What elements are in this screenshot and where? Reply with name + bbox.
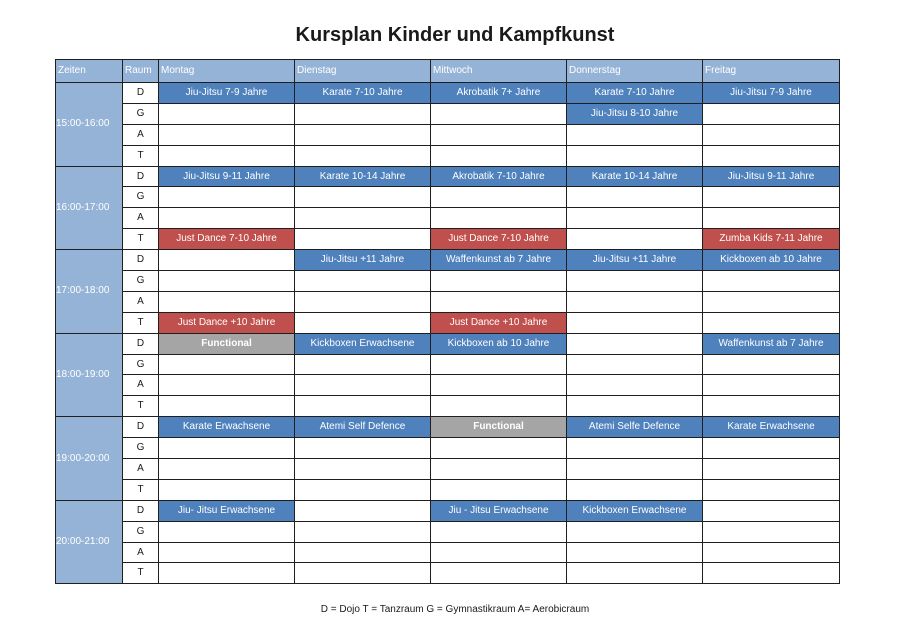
room-code: T — [123, 396, 159, 417]
course-cell: Functional — [159, 333, 295, 354]
empty-cell — [567, 145, 703, 166]
course-cell: Karate Erwachsene — [159, 417, 295, 438]
empty-cell — [431, 521, 567, 542]
empty-cell — [295, 438, 431, 459]
time-slot-label: 18:00-19:00 — [56, 333, 123, 417]
empty-cell — [567, 479, 703, 500]
room-code: G — [123, 271, 159, 292]
table-row — [56, 375, 840, 396]
course-cell: Just Dance +10 Jahre — [431, 312, 567, 333]
course-cell: Karate 10-14 Jahre — [295, 166, 431, 187]
table-row — [56, 291, 840, 312]
empty-cell — [159, 479, 295, 500]
empty-cell — [159, 271, 295, 292]
course-cell: Atemi Selfe Defence — [567, 417, 703, 438]
header-day-donnerstag: Donnerstag — [567, 60, 703, 83]
room-code: G — [123, 521, 159, 542]
empty-cell — [159, 375, 295, 396]
room-code: T — [123, 563, 159, 584]
empty-cell — [431, 208, 567, 229]
empty-cell — [703, 459, 840, 480]
course-cell: Karate 7-10 Jahre — [567, 83, 703, 104]
empty-cell — [703, 354, 840, 375]
table-row — [56, 271, 840, 292]
empty-cell — [295, 271, 431, 292]
empty-cell — [567, 521, 703, 542]
empty-cell — [703, 271, 840, 292]
empty-cell — [567, 229, 703, 250]
course-cell: Jiu-Jitsu 8-10 Jahre — [567, 103, 703, 124]
room-code: A — [123, 124, 159, 145]
empty-cell — [159, 103, 295, 124]
table-row — [56, 333, 840, 354]
course-cell: Zumba Kids 7-11 Jahre — [703, 229, 840, 250]
empty-cell — [431, 124, 567, 145]
empty-cell — [703, 124, 840, 145]
empty-cell — [567, 333, 703, 354]
room-code: D — [123, 333, 159, 354]
table-row — [56, 417, 840, 438]
empty-cell — [159, 396, 295, 417]
empty-cell — [703, 479, 840, 500]
course-cell: Just Dance 7-10 Jahre — [159, 229, 295, 250]
empty-cell — [431, 103, 567, 124]
empty-cell — [431, 291, 567, 312]
header-day-mittwoch: Mittwoch — [431, 60, 567, 83]
course-cell: Kickboxen Erwachsene — [295, 333, 431, 354]
empty-cell — [295, 291, 431, 312]
page-title: Kursplan Kinder und Kampfkunst — [295, 24, 615, 46]
header-day-dienstag: Dienstag — [295, 60, 431, 83]
table-row — [56, 479, 840, 500]
empty-cell — [567, 208, 703, 229]
empty-cell — [703, 208, 840, 229]
schedule-table — [55, 59, 840, 584]
table-row — [56, 312, 840, 333]
empty-cell — [567, 312, 703, 333]
empty-cell — [567, 271, 703, 292]
table-row — [56, 354, 840, 375]
room-code: D — [123, 417, 159, 438]
empty-cell — [295, 375, 431, 396]
room-code: T — [123, 312, 159, 333]
empty-cell — [703, 500, 840, 521]
table-row — [56, 396, 840, 417]
room-code: G — [123, 103, 159, 124]
table-row — [56, 500, 840, 521]
table-row — [56, 145, 840, 166]
empty-cell — [431, 563, 567, 584]
course-cell: Waffenkunst ab 7 Jahre — [431, 250, 567, 271]
course-cell: Jiu - Jitsu Erwachsene — [431, 500, 567, 521]
empty-cell — [295, 479, 431, 500]
time-slot-label: 19:00-20:00 — [56, 417, 123, 501]
empty-cell — [295, 124, 431, 145]
header-day-freitag: Freitag — [703, 60, 840, 83]
empty-cell — [703, 145, 840, 166]
empty-cell — [295, 229, 431, 250]
course-cell: Just Dance 7-10 Jahre — [431, 229, 567, 250]
empty-cell — [295, 354, 431, 375]
course-cell: Karate Erwachsene — [703, 417, 840, 438]
empty-cell — [703, 291, 840, 312]
table-row — [56, 124, 840, 145]
room-code: A — [123, 542, 159, 563]
empty-cell — [295, 563, 431, 584]
empty-cell — [703, 187, 840, 208]
header-zeiten: Zeiten — [56, 60, 123, 83]
empty-cell — [431, 187, 567, 208]
course-cell: Waffenkunst ab 7 Jahre — [703, 333, 840, 354]
course-cell: Jiu-Jitsu 9-11 Jahre — [703, 166, 840, 187]
course-cell: Jiu-Jitsu 7-9 Jahre — [159, 83, 295, 104]
room-code: T — [123, 145, 159, 166]
room-code: D — [123, 500, 159, 521]
empty-cell — [295, 208, 431, 229]
empty-cell — [159, 354, 295, 375]
empty-cell — [159, 521, 295, 542]
course-cell: Functional — [431, 417, 567, 438]
room-code: T — [123, 479, 159, 500]
empty-cell — [431, 375, 567, 396]
room-code: D — [123, 166, 159, 187]
empty-cell — [431, 271, 567, 292]
table-row — [56, 250, 840, 271]
empty-cell — [703, 438, 840, 459]
empty-cell — [431, 459, 567, 480]
empty-cell — [159, 250, 295, 271]
table-row — [56, 187, 840, 208]
room-code: D — [123, 250, 159, 271]
course-cell: Karate 7-10 Jahre — [295, 83, 431, 104]
room-code: D — [123, 83, 159, 104]
table-row — [56, 459, 840, 480]
course-cell: Kickboxen Erwachsene — [567, 500, 703, 521]
empty-cell — [295, 187, 431, 208]
table-row — [56, 438, 840, 459]
empty-cell — [159, 438, 295, 459]
header-row — [56, 60, 840, 83]
empty-cell — [431, 438, 567, 459]
empty-cell — [567, 542, 703, 563]
empty-cell — [159, 187, 295, 208]
empty-cell — [703, 542, 840, 563]
table-row — [56, 229, 840, 250]
header-day-montag: Montag — [159, 60, 295, 83]
empty-cell — [431, 479, 567, 500]
table-row — [56, 542, 840, 563]
empty-cell — [567, 563, 703, 584]
time-slot-label: 16:00-17:00 — [56, 166, 123, 250]
course-cell: Jiu-Jitsu +11 Jahre — [295, 250, 431, 271]
empty-cell — [295, 542, 431, 563]
room-code: G — [123, 187, 159, 208]
empty-cell — [567, 375, 703, 396]
empty-cell — [567, 187, 703, 208]
room-code: A — [123, 375, 159, 396]
course-cell: Kickboxen ab 10 Jahre — [431, 333, 567, 354]
room-code: G — [123, 354, 159, 375]
room-code: A — [123, 208, 159, 229]
empty-cell — [567, 354, 703, 375]
course-cell: Jiu- Jitsu Erwachsene — [159, 500, 295, 521]
course-cell: Akrobatik 7-10 Jahre — [431, 166, 567, 187]
room-code: A — [123, 291, 159, 312]
schedule-body — [56, 83, 840, 584]
empty-cell — [567, 291, 703, 312]
empty-cell — [431, 145, 567, 166]
time-slot-label: 17:00-18:00 — [56, 250, 123, 334]
empty-cell — [295, 459, 431, 480]
table-row — [56, 166, 840, 187]
empty-cell — [159, 459, 295, 480]
empty-cell — [159, 208, 295, 229]
empty-cell — [159, 145, 295, 166]
empty-cell — [703, 521, 840, 542]
empty-cell — [431, 354, 567, 375]
empty-cell — [567, 438, 703, 459]
course-cell: Jiu-Jitsu 9-11 Jahre — [159, 166, 295, 187]
table-row — [56, 563, 840, 584]
empty-cell — [295, 103, 431, 124]
empty-cell — [703, 375, 840, 396]
empty-cell — [159, 291, 295, 312]
time-slot-label: 20:00-21:00 — [56, 500, 123, 584]
empty-cell — [567, 396, 703, 417]
empty-cell — [159, 124, 295, 145]
table-row — [56, 208, 840, 229]
course-cell: Akrobatik 7+ Jahre — [431, 83, 567, 104]
header-raum: Raum — [123, 60, 159, 83]
empty-cell — [431, 396, 567, 417]
table-row — [56, 521, 840, 542]
course-cell: Jiu-Jitsu 7-9 Jahre — [703, 83, 840, 104]
empty-cell — [703, 396, 840, 417]
empty-cell — [295, 500, 431, 521]
course-cell: Kickboxen ab 10 Jahre — [703, 250, 840, 271]
empty-cell — [567, 459, 703, 480]
table-row — [56, 83, 840, 104]
table-row — [56, 103, 840, 124]
empty-cell — [159, 542, 295, 563]
empty-cell — [703, 312, 840, 333]
empty-cell — [295, 145, 431, 166]
course-cell: Jiu-Jitsu +11 Jahre — [567, 250, 703, 271]
room-code: A — [123, 459, 159, 480]
empty-cell — [431, 542, 567, 563]
room-legend: D = Dojo T = Tanzraum G = Gymnastikraum A= Aerobicraum — [320, 604, 590, 615]
empty-cell — [159, 563, 295, 584]
empty-cell — [295, 521, 431, 542]
empty-cell — [703, 103, 840, 124]
room-code: G — [123, 438, 159, 459]
empty-cell — [295, 396, 431, 417]
course-cell: Karate 10-14 Jahre — [567, 166, 703, 187]
course-cell: Just Dance +10 Jahre — [159, 312, 295, 333]
time-slot-label: 15:00-16:00 — [56, 83, 123, 167]
empty-cell — [295, 312, 431, 333]
room-code: T — [123, 229, 159, 250]
course-cell: Atemi Self Defence — [295, 417, 431, 438]
empty-cell — [567, 124, 703, 145]
empty-cell — [703, 563, 840, 584]
